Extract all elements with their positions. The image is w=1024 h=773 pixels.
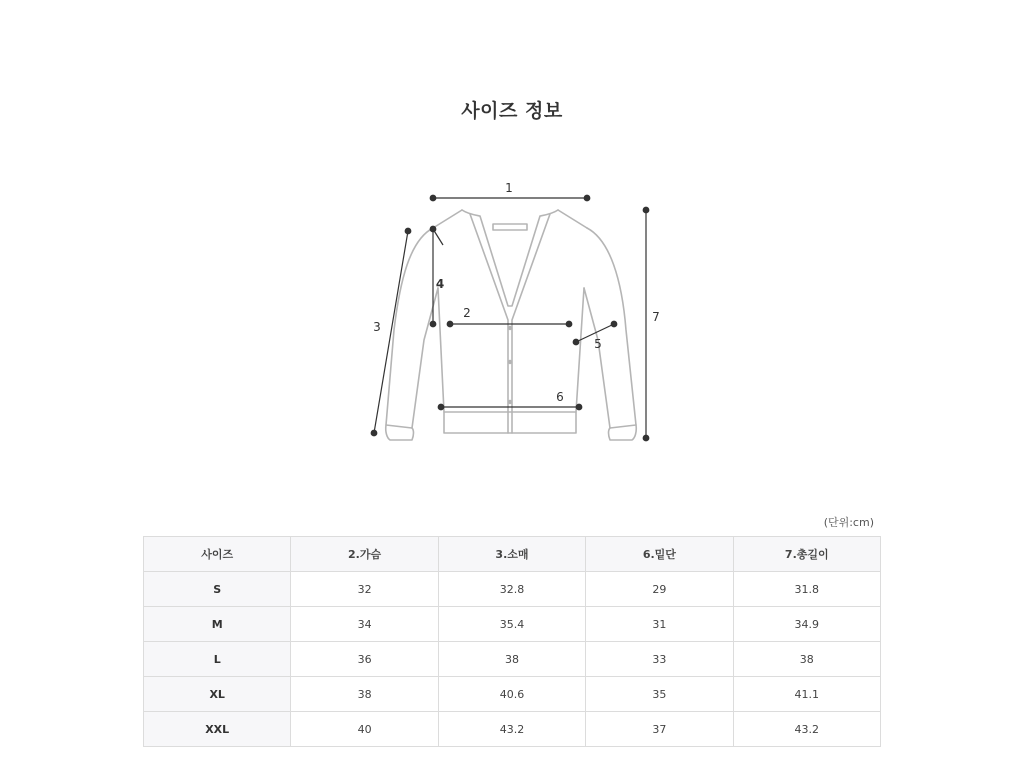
total-length-cell: 41.1	[733, 677, 880, 712]
sleeve-cell: 38	[438, 642, 585, 677]
chest-cell: 38	[291, 677, 438, 712]
label-1: 1	[505, 181, 513, 195]
sleeve-cell: 35.4	[438, 607, 585, 642]
chest-cell: 32	[291, 572, 438, 607]
label-2: 2	[463, 306, 471, 320]
cardigan-outline	[386, 210, 637, 440]
cardigan-illustration	[340, 170, 680, 460]
total-length-cell: 34.9	[733, 607, 880, 642]
total-length-cell: 31.8	[733, 572, 880, 607]
table-row	[144, 677, 881, 712]
sleeve-cell: 40.6	[438, 677, 585, 712]
hem-cell: 31	[586, 607, 733, 642]
sleeve-cell: 32.8	[438, 572, 585, 607]
hem-cell: 37	[586, 712, 733, 747]
header-total-length: 7.총길이	[733, 537, 880, 572]
total-length-cell: 43.2	[733, 712, 880, 747]
unit-note: (단위:cm)	[823, 516, 874, 529]
table-row	[144, 572, 881, 607]
table-row	[144, 642, 881, 677]
chest-cell: 34	[291, 607, 438, 642]
table-header-row	[144, 537, 881, 572]
size-cell: XXL	[144, 712, 291, 747]
hem-cell: 35	[586, 677, 733, 712]
chest-cell: 40	[291, 712, 438, 747]
label-6: 6	[556, 390, 564, 404]
header-size: 사이즈	[144, 537, 291, 572]
size-table	[143, 536, 881, 747]
table-row	[144, 607, 881, 642]
table-row	[144, 712, 881, 747]
hem-cell: 33	[586, 642, 733, 677]
size-cell: L	[144, 642, 291, 677]
label-4: 4	[435, 277, 445, 291]
label-7: 7	[652, 310, 660, 324]
size-cell: S	[144, 572, 291, 607]
label-3: 3	[373, 320, 381, 334]
header-sleeve: 3.소매	[438, 537, 585, 572]
size-cell: M	[144, 607, 291, 642]
total-length-cell: 38	[733, 642, 880, 677]
page-title: 사이즈 정보	[461, 100, 563, 122]
sleeve-cell: 43.2	[438, 712, 585, 747]
header-hem: 6.밑단	[586, 537, 733, 572]
chest-cell: 36	[291, 642, 438, 677]
label-5: 5	[594, 337, 602, 351]
header-chest: 2.가슴	[291, 537, 438, 572]
cardigan-measurement-diagram	[340, 170, 680, 460]
size-cell: XL	[144, 677, 291, 712]
hem-cell: 29	[586, 572, 733, 607]
